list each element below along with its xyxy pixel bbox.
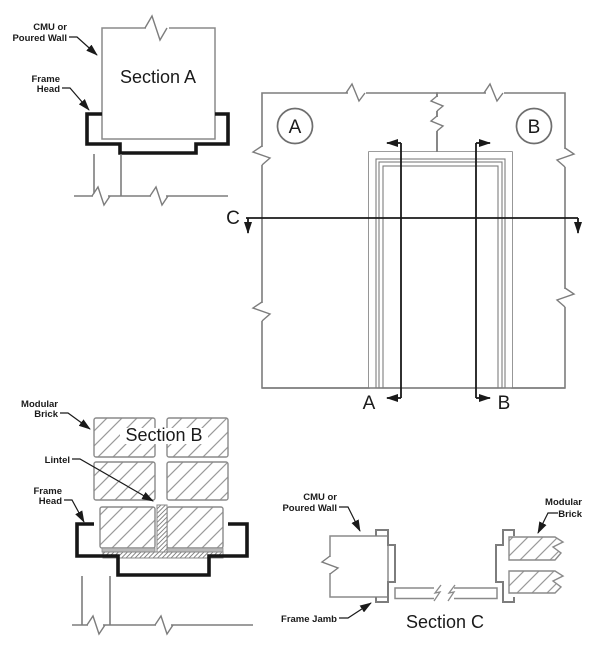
brick-unit [167,462,228,500]
cmu-leader-arrow [339,507,360,531]
section-b-detail [21,399,253,634]
brick-unit [94,462,155,500]
callout-letter-a: A [288,117,302,138]
frame-head-leader-arrow [64,500,84,522]
modular-brick-leader-arrow [538,513,558,533]
elevation-view [226,84,578,414]
lintel-web [157,505,167,552]
modular-brick-label-line2: Brick [558,509,582,520]
section-a-title: Section A [119,67,197,87]
cmu-label-line1: CMU or [303,492,337,503]
cmu-leader-arrow [69,37,97,55]
mortar-bed [102,548,155,552]
lintel-label: Lintel [44,455,70,466]
modular-brick-leader-arrow [60,413,90,429]
frame-head-label-line2: Head [38,496,62,507]
door-frame-outer [369,152,512,388]
break-erase [434,584,454,603]
frame-head-label-line1: Frame [33,486,62,497]
frame-head-label-line2: Head [36,84,60,95]
modular-brick-label-line1: Modular [21,399,58,410]
brick-unit [100,507,155,548]
cut-label-b: B [497,393,511,414]
brick-unit [167,507,223,548]
callout-letter-b: B [527,117,541,138]
frame-jamb-profile-left [376,530,395,602]
cmu-wall-plan [330,536,388,597]
frame-head-profile [87,114,228,153]
modular-brick-plan [509,571,563,593]
modular-brick-label-line2: Brick [34,409,58,420]
cmu-label-line2: Poured Wall [12,33,67,44]
cmu-label-line2: Poured Wall [282,503,337,514]
cut-label-a: A [362,393,376,414]
frame-head-leader-arrow [62,88,89,110]
modular-brick-plan [509,537,563,560]
frame-jamb-leader-arrow [339,603,371,618]
frame-jamb-label: Frame Jamb [281,614,337,625]
mortar-bed [167,548,223,552]
section-c-title: Section C [405,612,485,632]
section-a-detail [12,16,228,205]
section-c-detail [281,492,583,632]
modular-brick-label-line1: Modular [545,497,582,508]
cmu-label-line1: CMU or [33,22,67,33]
section-b-title: Section B [125,425,203,445]
lintel-flange [103,552,223,558]
frame-head-label-line1: Frame [31,74,60,85]
cut-label-c: C [226,208,240,229]
